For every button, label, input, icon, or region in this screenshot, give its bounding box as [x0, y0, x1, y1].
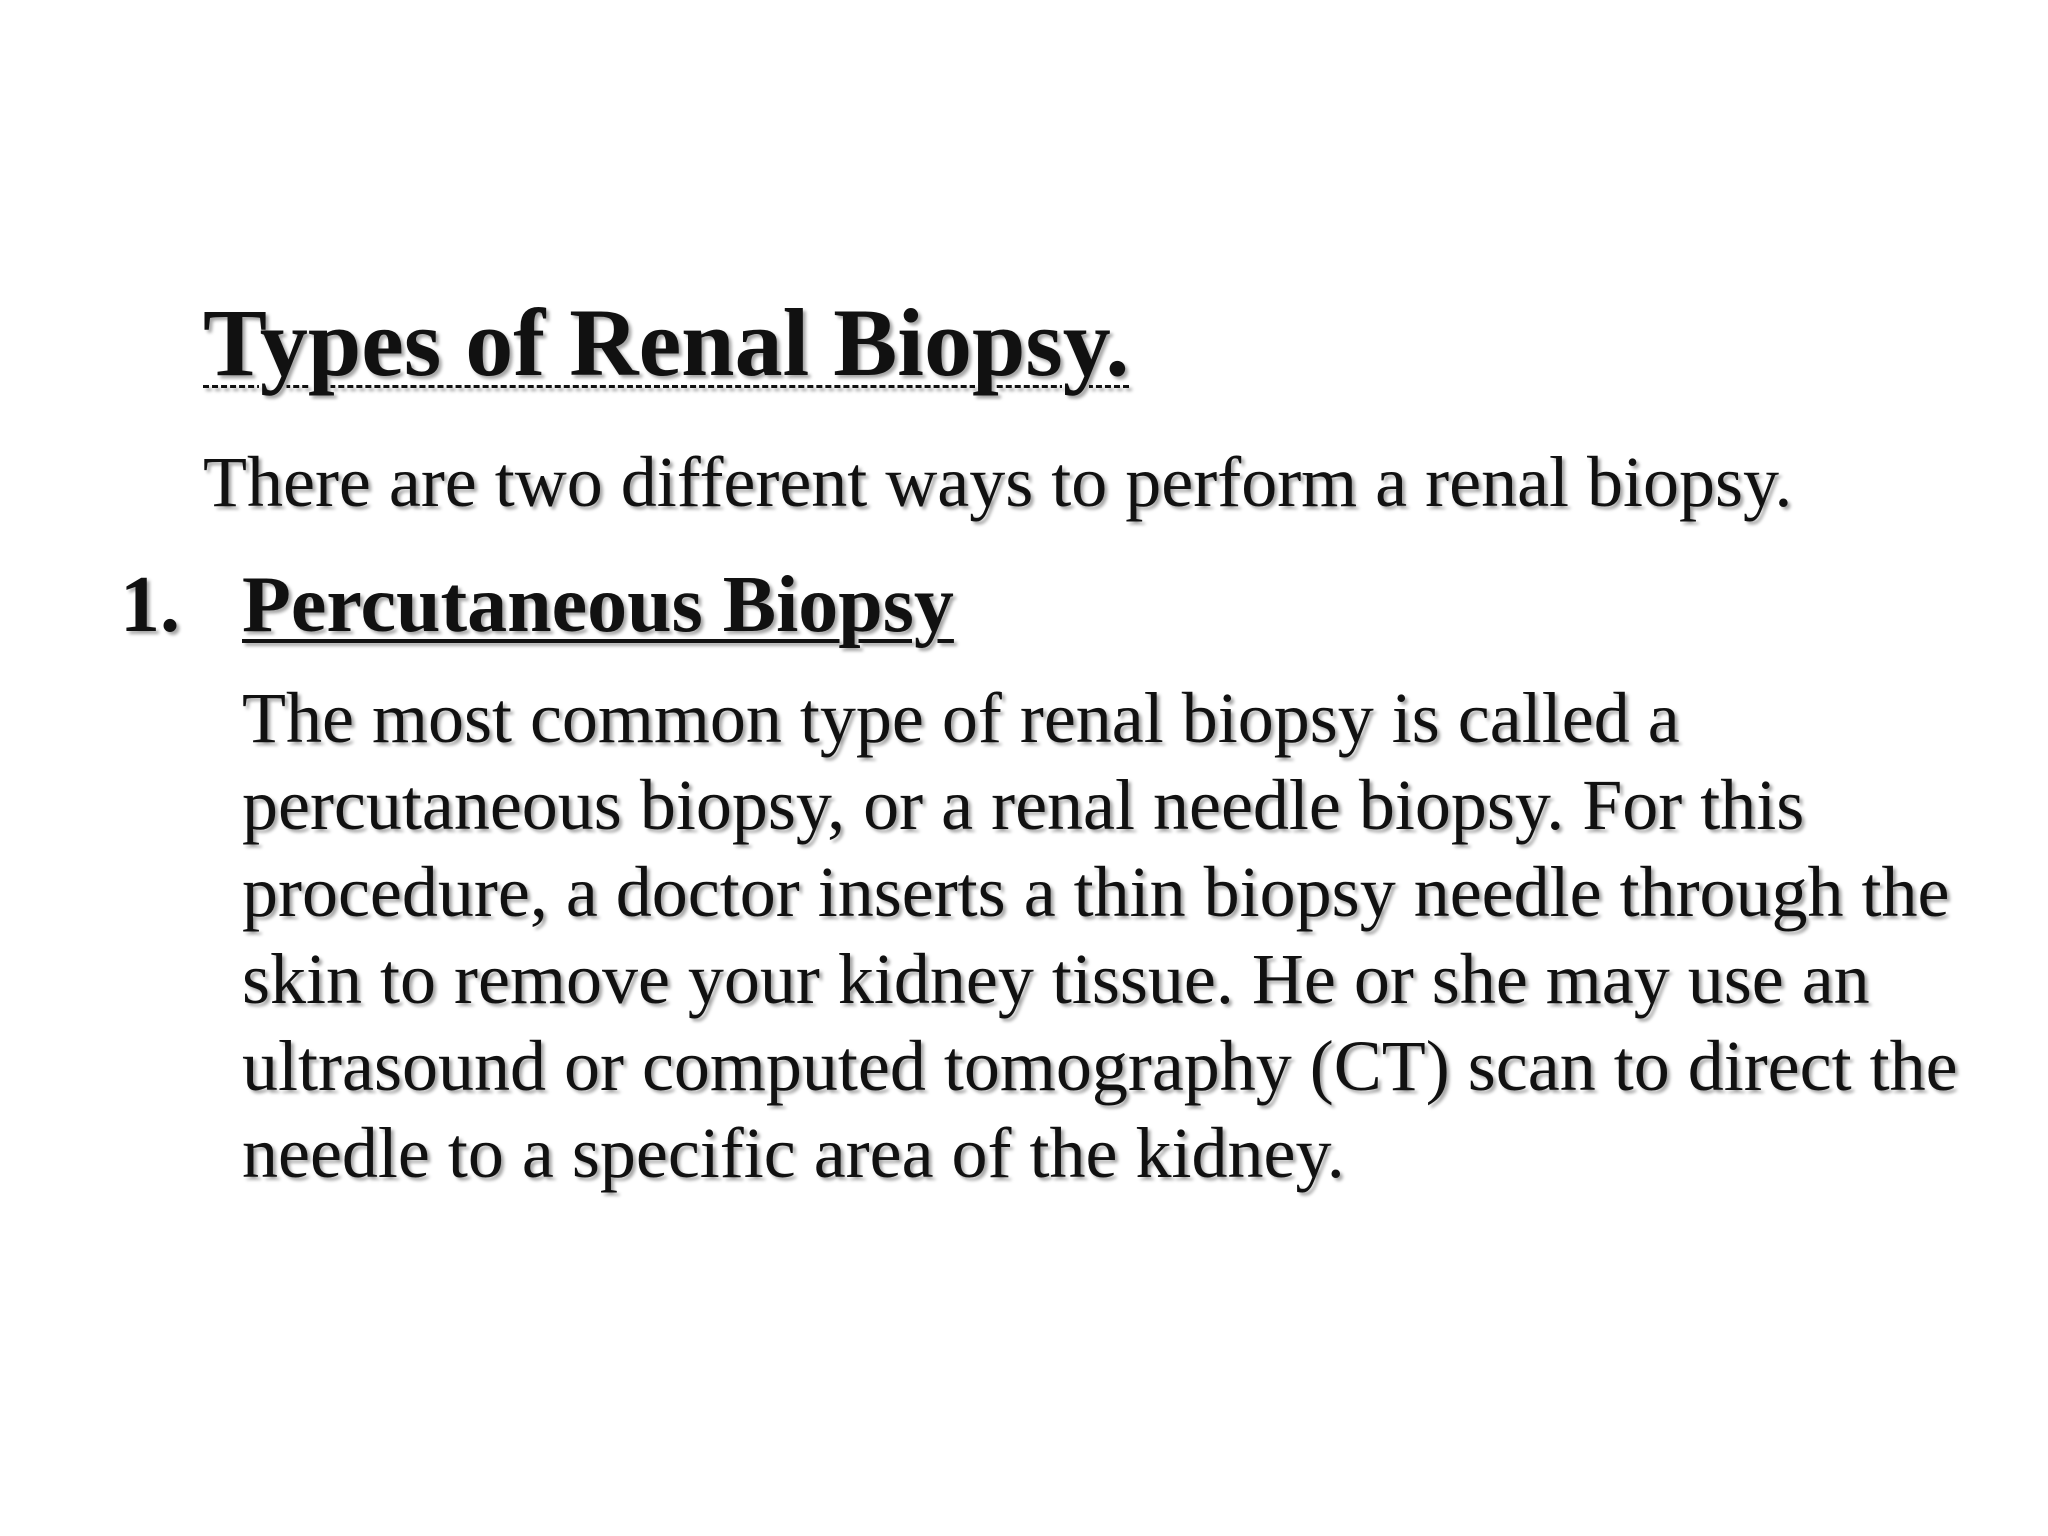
slide-title: Types of Renal Biopsy. — [203, 289, 1130, 396]
list-item-heading: Percutaneous Biopsy — [242, 561, 954, 649]
intro-text: There are two different ways to perform a renal biopsy. — [203, 442, 1793, 522]
list-item-number: 1. — [120, 561, 180, 649]
list-item-body: The most common type of renal biopsy is called a percutaneous biopsy, or a renal needle biopsy. For this procedure, a doctor inserts a thin biopsy needle through the skin to remove your kidney tissue. He or she may use an ultrasound or computed tomography (CT) scan to direct the needle to a specific area of the kidney. — [242, 678, 1958, 1193]
